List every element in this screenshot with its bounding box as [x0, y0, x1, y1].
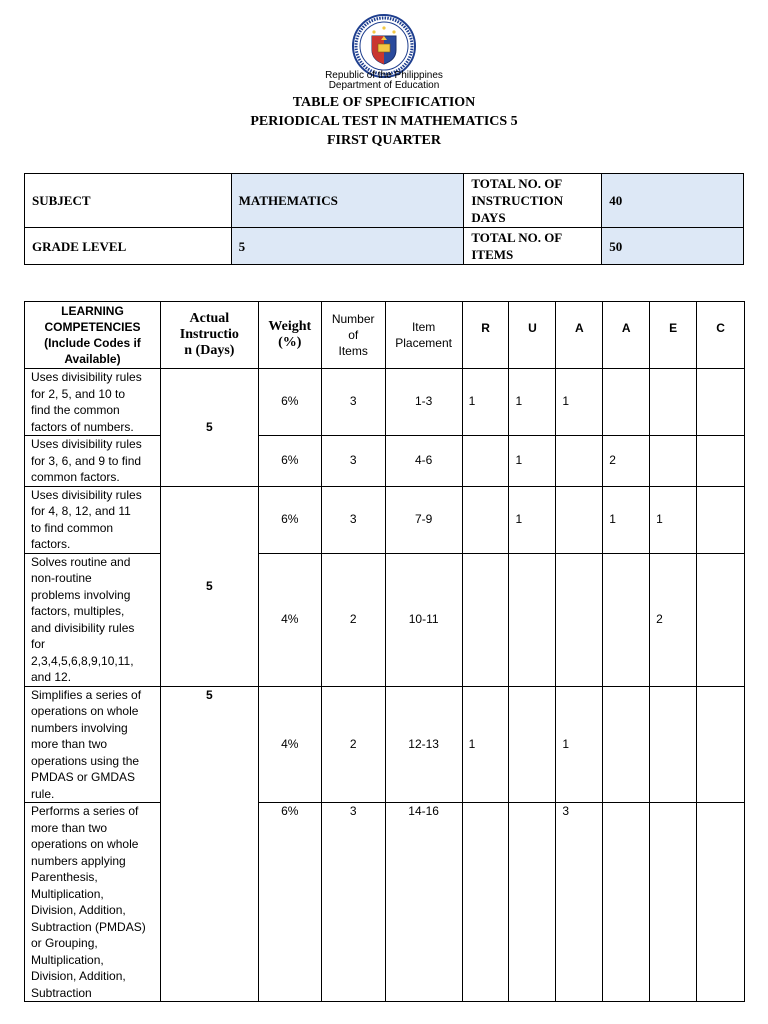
competency-line: more than two: [31, 820, 108, 835]
items-cell: 3: [321, 369, 385, 436]
a1-cell: 3: [556, 803, 603, 1002]
a1-cell: [556, 436, 603, 487]
instruction-days-cell: 5: [160, 686, 258, 1002]
competency-line: operations on whole: [31, 704, 139, 718]
header-number-of-items: [321, 302, 385, 369]
competency-line: Uses divisibility rules: [31, 487, 142, 502]
items-cell: 3: [321, 436, 385, 487]
info-table: [24, 173, 744, 265]
u-cell: [509, 803, 556, 1002]
competency-line: Parenthesis,: [31, 870, 98, 884]
days-label-line: TOTAL NO. OF: [471, 176, 563, 191]
e-cell: [650, 686, 697, 803]
a2-cell: 1: [603, 486, 650, 553]
days-label-line: DAYS: [471, 210, 506, 225]
subject-value: MATHEMATICS: [231, 174, 464, 228]
placement-cell: 10-11: [385, 553, 462, 686]
header-item-placement: [385, 302, 462, 369]
competency-line: Multiplication,: [31, 886, 104, 901]
c-cell: [697, 486, 745, 553]
c-cell: [697, 686, 745, 803]
header-days: [160, 302, 258, 369]
competency-line: or Grouping,: [31, 936, 98, 950]
competency-line: more than two: [31, 737, 108, 751]
header-line: COMPETENCIES: [44, 320, 141, 334]
competency-line: for 4, 8, 12, and 11: [31, 504, 131, 518]
total-items-value: 50: [602, 228, 744, 265]
table-row: [25, 553, 745, 686]
competency-line: Division, Addition,: [31, 969, 126, 983]
c-cell: [697, 553, 745, 686]
competency-line: and divisibility rules: [31, 620, 135, 635]
table-row: [25, 686, 745, 803]
competency-line: Uses divisibility rules: [31, 437, 142, 451]
u-cell: 1: [509, 486, 556, 553]
competency-line: Solves routine and: [31, 554, 131, 569]
competency-line: Division, Addition,: [31, 903, 126, 917]
a2-cell: [603, 686, 650, 803]
placement-cell: 4-6: [385, 436, 462, 487]
header-row: [25, 302, 745, 369]
specification-table: [24, 301, 745, 1002]
weight-cell: 6%: [258, 369, 321, 436]
a2-cell: [603, 803, 650, 1002]
items-cell: 2: [321, 686, 385, 803]
header-weight: [258, 302, 321, 369]
info-row-subject: [25, 174, 744, 228]
header-analyzing: A: [603, 302, 650, 369]
items-label-line: ITEMS: [471, 247, 514, 262]
republic-line: Republic of the Philippines: [325, 70, 443, 81]
competency-line: Multiplication,: [31, 952, 104, 967]
document-title: TABLE OF SPECIFICATION: [292, 95, 476, 110]
competency-line: numbers involving: [31, 720, 128, 735]
competency-cell: [25, 436, 161, 487]
u-cell: [509, 686, 556, 803]
a2-cell: [603, 553, 650, 686]
competency-line: factors of numbers.: [31, 419, 134, 434]
competency-cell: [25, 486, 161, 553]
placement-cell: 12-13: [385, 686, 462, 803]
instruction-days-value: 40: [602, 174, 744, 228]
e-cell: [650, 369, 697, 436]
info-row-grade: [25, 228, 744, 265]
header-line: Placement: [395, 336, 452, 350]
competency-cell: [25, 686, 161, 803]
grade-label: GRADE LEVEL: [25, 228, 232, 265]
r-cell: [462, 803, 509, 1002]
e-cell: 2: [650, 553, 697, 686]
competency-line: operations using the: [31, 753, 140, 768]
r-cell: 1: [462, 686, 509, 803]
items-label-line: TOTAL NO. OF: [471, 230, 563, 245]
competency-line: factors.: [31, 537, 71, 551]
table-row: [25, 369, 745, 436]
weight-cell: 6%: [258, 486, 321, 553]
a1-cell: [556, 553, 603, 686]
competency-line: find the common: [31, 403, 120, 417]
table-row: [25, 436, 745, 487]
competency-line: non-routine: [31, 571, 92, 585]
u-cell: [509, 553, 556, 686]
items-cell: 2: [321, 553, 385, 686]
table-row: [25, 803, 745, 1002]
e-cell: 1: [650, 486, 697, 553]
header-competencies: [25, 302, 161, 369]
a1-cell: [556, 486, 603, 553]
header-remembering: R: [462, 302, 509, 369]
competency-line: for 3, 6, and 9 to find: [31, 453, 142, 468]
r-cell: [462, 486, 509, 553]
competency-cell: [25, 553, 161, 686]
competency-line: common factors.: [31, 470, 120, 484]
r-cell: [462, 436, 509, 487]
a1-cell: 1: [556, 686, 603, 803]
c-cell: [697, 436, 745, 487]
items-cell: 3: [321, 486, 385, 553]
u-cell: 1: [509, 436, 556, 487]
placement-cell: 7-9: [385, 486, 462, 553]
u-cell: 1: [509, 369, 556, 436]
competency-line: Performs a series of: [31, 804, 139, 818]
weight-cell: 4%: [258, 686, 321, 803]
header-line: Weight: [268, 319, 312, 334]
competency-line: operations on whole: [31, 837, 139, 851]
header-understanding: U: [509, 302, 556, 369]
c-cell: [697, 369, 745, 436]
r-cell: [462, 553, 509, 686]
quarter-title: FIRST QUARTER: [327, 133, 441, 148]
table-row: [25, 486, 745, 553]
header-line: LEARNING: [61, 304, 124, 318]
department-line: Department of Education: [328, 80, 440, 91]
weight-cell: 6%: [258, 803, 321, 1002]
competency-line: numbers applying: [31, 853, 126, 868]
subject-label: SUBJECT: [25, 174, 232, 228]
competency-line: 2,3,4,5,6,8,9,10,11,: [31, 653, 134, 668]
competency-line: rule.: [31, 786, 55, 801]
a1-cell: 1: [556, 369, 603, 436]
e-cell: [650, 436, 697, 487]
items-cell: 3: [321, 803, 385, 1002]
competency-cell: [25, 803, 161, 1002]
header-line: Instructio: [179, 327, 239, 342]
total-items-label: [464, 228, 602, 265]
header-line: Items: [338, 344, 368, 358]
days-label-line: INSTRUCTION: [471, 193, 564, 208]
competency-line: and 12.: [31, 670, 72, 684]
c-cell: [697, 803, 745, 1002]
competency-cell: [25, 369, 161, 436]
instruction-days-cell: 5: [160, 486, 258, 686]
grade-value: 5: [231, 228, 464, 265]
competency-line: for 2, 5, and 10 to: [31, 386, 126, 401]
weight-cell: 4%: [258, 553, 321, 686]
placement-cell: 14-16: [385, 803, 462, 1002]
instruction-days-cell: 5: [160, 369, 258, 487]
competency-line: problems involving: [31, 587, 131, 602]
competency-line: Simplifies a series of: [31, 687, 142, 702]
header-line: Number: [331, 312, 375, 326]
competency-line: PMDAS or GMDAS: [31, 770, 136, 784]
header-line: Item: [411, 320, 436, 334]
a2-cell: [603, 369, 650, 436]
header-line: Available): [64, 352, 121, 366]
header-applying: A: [556, 302, 603, 369]
a2-cell: 2: [603, 436, 650, 487]
instruction-days-label: [464, 174, 602, 228]
e-cell: [650, 803, 697, 1002]
competency-line: factors, multiples,: [31, 604, 125, 618]
competency-line: to find common: [31, 520, 114, 535]
document-subtitle: PERIODICAL TEST IN MATHEMATICS 5: [250, 114, 518, 129]
competency-line: for: [31, 637, 46, 651]
header-evaluating: E: [650, 302, 697, 369]
deped-seal-logo: [352, 14, 416, 78]
placement-cell: 1-3: [385, 369, 462, 436]
header-line: Actual: [189, 311, 230, 326]
competency-line: Subtraction (PMDAS): [31, 919, 146, 934]
header-line: of: [348, 328, 359, 342]
weight-cell: 6%: [258, 436, 321, 487]
r-cell: 1: [462, 369, 509, 436]
competency-line: Subtraction: [31, 985, 92, 1000]
header-creating: C: [697, 302, 745, 369]
header-line: (Include Codes if: [44, 336, 141, 350]
header-line: (%): [278, 335, 302, 350]
header-line: n (Days): [184, 343, 235, 358]
competency-line: Uses divisibility rules: [31, 370, 142, 384]
